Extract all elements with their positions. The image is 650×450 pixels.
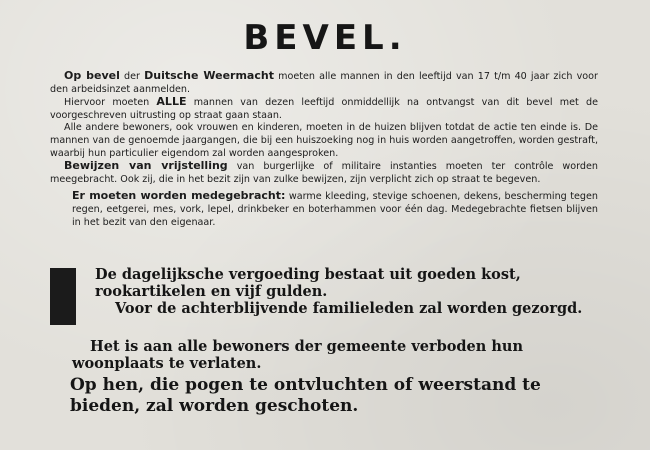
p1-text-1: der — [119, 71, 145, 82]
body-text — [50, 70, 598, 229]
p2-text-2: mannen van dezen leeftijd onmiddellijk na ontvangst van dit bevel met de voorgeschreven uitrusting op straat gaan staan. — [50, 97, 598, 121]
bold-statement-4: Op hen, die pogen te ontvluchten of weerstand te bieden, zal worden geschoten. — [70, 375, 541, 416]
paragraph-5 — [50, 190, 598, 229]
paragraph-3: Alle andere bewoners, ook vrouwen en kinderen, moeten in de huizen blijven totdat de actie ten einde is. De mannen van de genoemde jaargangen, die bij een huiszoeking nog in huis worden aangetroffen, worden gestraft, waarbij hun particulier eigendom zal worden aangesproken. — [50, 122, 598, 159]
p5-text: warme kleeding, stevige schoenen, dekens, bescherming tegen regen, eetgerei, mes, vork, lepel, drinkbeker en boterhammen voor één dag. Medegebrachte fietsen blijven in het bezit van den eigenaar. — [72, 191, 598, 228]
bold-statement-2: Voor de achterblijvende familieleden zal worden gezorgd. — [115, 300, 583, 317]
p1-bold-1: Op bevel — [64, 69, 120, 82]
p4-bold: Bewijzen van vrijstelling — [64, 159, 228, 173]
paragraph-2 — [50, 96, 598, 122]
p2-text-1: Hiervoor moeten — [64, 97, 157, 109]
p4-text: van burgerlijke of militaire instanties moeten ter contrôle worden meegebracht. Ook zij, die in het bezit zijn van zulke bewijzen, zijn verplicht zich op straat te begeven. — [50, 161, 598, 185]
p1-text-2: moeten alle mannen in den leeftijd van 17 t/m 40 jaar zich voor den arbeidsinzet aanmelden. — [50, 71, 598, 95]
p5-bold: Er moeten worden medegebracht: — [72, 189, 286, 203]
bold-statement-3: Het is aan alle bewoners der gemeente verboden hun woonplaats te verlaten. — [72, 338, 523, 372]
poster-title: BEVEL. — [243, 18, 407, 58]
bold-statement-1: De dagelijksche vergoeding bestaat uit goeden kost, rookartikelen en vijf gulden. — [95, 266, 521, 300]
paragraph-4 — [50, 160, 598, 186]
p2-bold: ALLE — [156, 95, 187, 109]
paragraph-1 — [50, 70, 598, 96]
p1-bold-2: Duitsche Weermacht — [144, 69, 274, 82]
black-bar-mark — [50, 268, 76, 325]
